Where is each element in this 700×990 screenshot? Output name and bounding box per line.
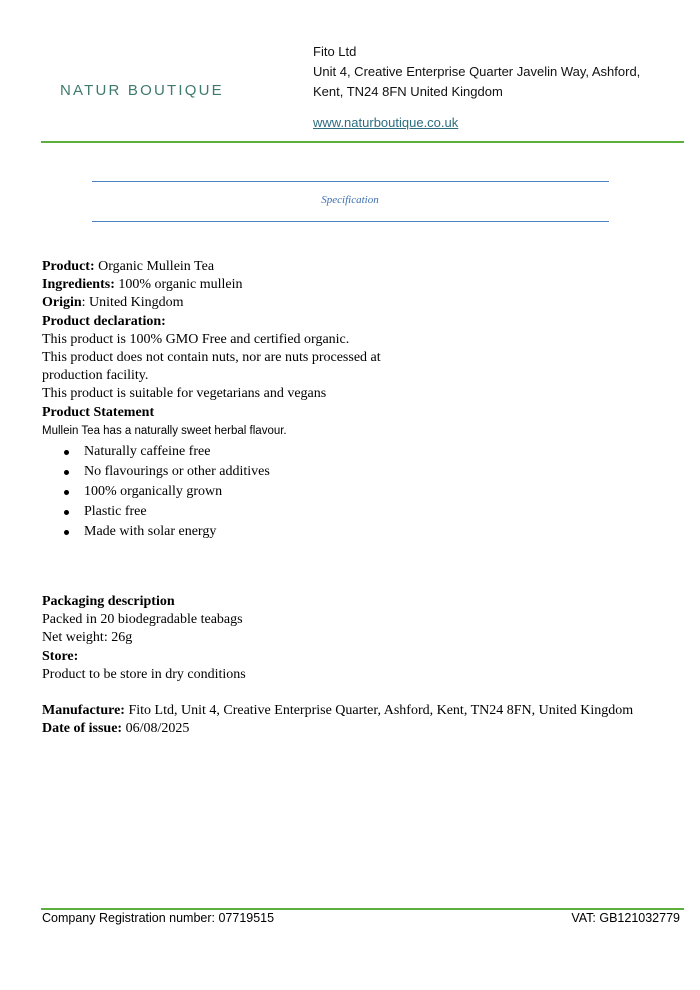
footer-divider [41, 908, 684, 910]
statement-bullet-list [42, 442, 662, 542]
brand-logo: NATUR BOUTIQUE [60, 82, 224, 99]
date-of-issue-line [42, 720, 662, 738]
manufacture-value: Fito Ltd, Unit 4, Creative Enterprise Quarter, Ashford, Kent, TN24 8FN, United Kingdom [124, 703, 634, 719]
declaration-line: This product does not contain nuts, nor are nuts processed at [42, 350, 381, 366]
ingredients-value: 100% organic mullein [114, 277, 243, 293]
packaging-label: Packaging description [42, 594, 175, 610]
ingredients-line [42, 276, 662, 294]
list-item: 100% organically grown [42, 482, 662, 502]
statement-label: Product Statement [42, 404, 155, 420]
product-label: Product: [42, 259, 95, 274]
packaging-line: Packed in 20 biodegradable teabags [42, 612, 243, 628]
store-label: Store: [42, 648, 79, 664]
store-heading [42, 648, 662, 666]
declaration-line: production facility. [42, 368, 149, 384]
ingredients-label: Ingredients: [42, 277, 115, 293]
spec-rule-top [92, 181, 609, 182]
date-of-issue-label: Date of issue: [42, 721, 123, 737]
list-item: Made with solar energy [42, 522, 662, 542]
header-divider [41, 141, 684, 143]
date-of-issue-value: 06/08/2025 [122, 721, 190, 737]
origin-line [42, 294, 662, 312]
company-name: Fito Ltd [313, 44, 357, 59]
packaging-line: Net weight: 26g [42, 630, 133, 646]
packaging-heading [42, 593, 662, 611]
product-value: Organic Mullein Tea [94, 259, 215, 274]
address-line-1: Unit 4, Creative Enterprise Quarter Javelin Way, Ashford, [313, 64, 641, 79]
store-value: Product to be store in dry conditions [42, 666, 246, 682]
manufacture-label: Manufacture: [42, 703, 125, 719]
declaration-label: Product declaration: [42, 313, 166, 329]
company-registration: Company Registration number: 07719515 [42, 911, 275, 925]
declaration-line: This product is 100% GMO Free and certified organic. [42, 331, 350, 347]
specification-body [42, 258, 662, 738]
list-item: Plastic free [42, 502, 662, 522]
origin-label: Origin [42, 295, 82, 311]
statement-heading [42, 404, 662, 422]
company-address-block [313, 42, 640, 133]
website-link[interactable]: www.naturboutique.co.uk [313, 115, 459, 130]
list-item: No flavourings or other additives [42, 462, 662, 482]
spec-rule-bottom [92, 221, 609, 222]
declaration-heading [42, 313, 662, 331]
list-item: Naturally caffeine free [42, 442, 662, 462]
footer [42, 911, 680, 925]
vat-number: VAT: GB121032779 [571, 911, 680, 925]
origin-value: : United Kingdom [81, 295, 184, 311]
section-title: Specification [321, 194, 379, 206]
product-line [42, 258, 662, 276]
declaration-line: This product is suitable for vegetarians and vegans [42, 386, 327, 402]
address-line-2: Kent, TN24 8FN United Kingdom [313, 84, 503, 99]
manufacture-line [42, 702, 662, 720]
statement-intro: Mullein Tea has a naturally sweet herbal flavour. [42, 424, 287, 437]
